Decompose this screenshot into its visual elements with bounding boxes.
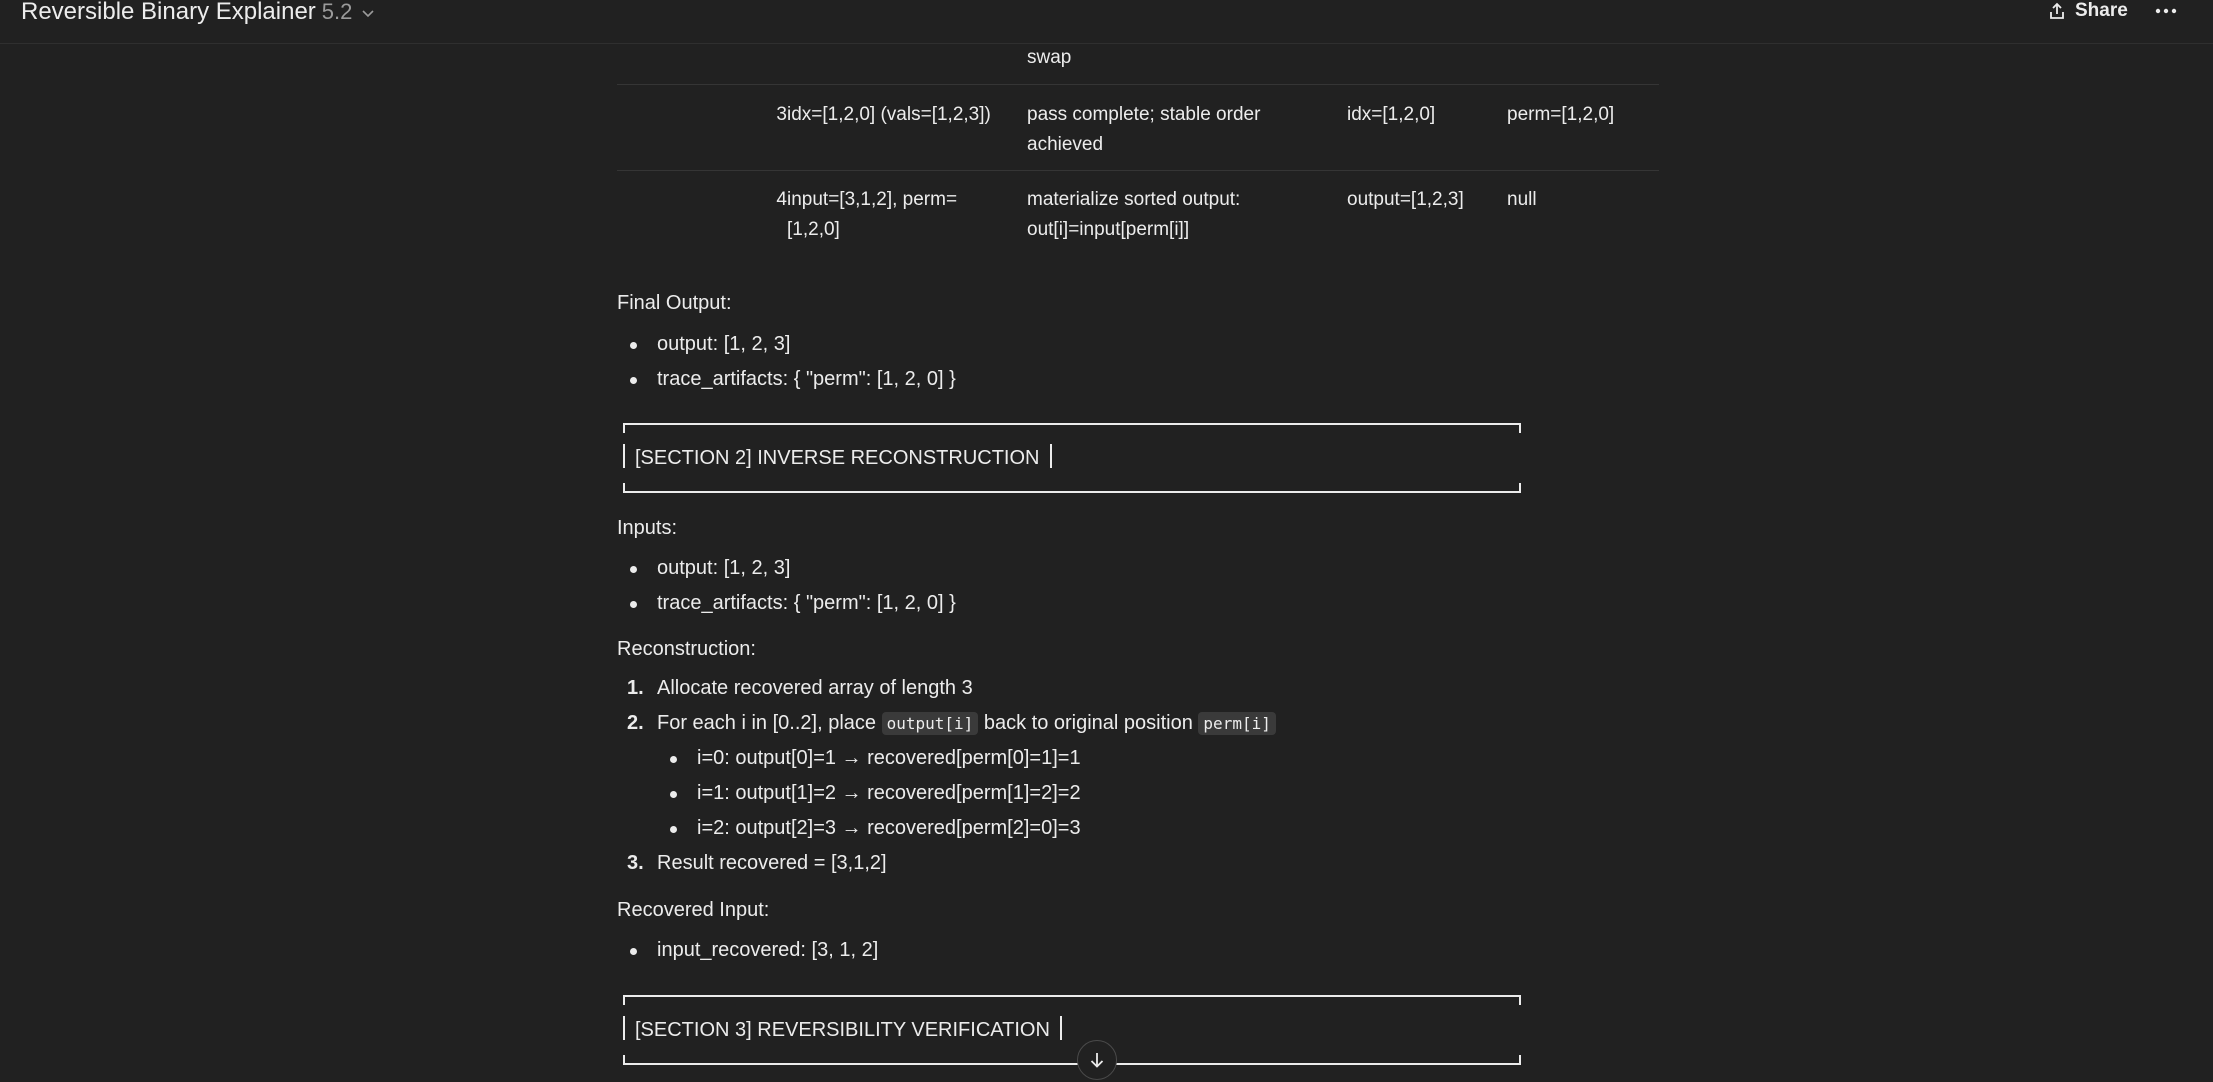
chat-content bbox=[617, 0, 1659, 1082]
scroll-to-bottom-button[interactable] bbox=[1077, 1040, 1117, 1080]
table-cell-state: idx=[1,2,0] bbox=[1347, 104, 1436, 125]
reconstruction-steps bbox=[617, 671, 1276, 881]
list-item: trace_artifacts: { "perm": [1, 2, 0] } bbox=[617, 586, 956, 621]
recovered-heading: Recovered Input: bbox=[617, 899, 770, 921]
table-cell-action: pass complete; stable order bbox=[1027, 104, 1261, 125]
reconstruction-heading: Reconstruction: bbox=[617, 638, 756, 660]
list-item: trace_artifacts: { "perm": [1, 2, 0] } bbox=[617, 362, 956, 397]
list-item: i=1: output[1]=2 → recovered[perm[1]=2]=2 bbox=[617, 776, 1276, 811]
table-cell-artifact: null bbox=[1507, 189, 1537, 210]
reconstruction-substeps bbox=[617, 741, 1276, 846]
table-row bbox=[617, 85, 1659, 171]
list-item: output: [1, 2, 3] bbox=[617, 551, 956, 586]
table-cell-input: idx=[1,2,0] (vals=[1,2,3]) bbox=[787, 104, 991, 125]
inputs-list bbox=[617, 551, 956, 621]
final-output-heading: Final Output: bbox=[617, 292, 732, 314]
list-item: 2. For each i in [0..2], place output[i] back to original position perm[i] i=0: output[0]=1 → recovered[perm[0]=1]=1 i=1: output[1]=2 → recovered[perm[1]=2]=2 i=2: output[2]=3 → recovered[perm[2]=0]=3 bbox=[617, 706, 1276, 846]
table-cell-action: materialize sorted output: bbox=[1027, 189, 1241, 210]
inline-code: output[i] bbox=[882, 712, 979, 735]
inline-code: perm[i] bbox=[1198, 712, 1275, 735]
box-top-border bbox=[623, 995, 1521, 1005]
table-cell-action: achieved bbox=[1027, 134, 1104, 155]
table-cell-state: output=[1,2,3] bbox=[1347, 189, 1464, 210]
recovered-list bbox=[617, 933, 878, 968]
share-label: Share bbox=[2075, 0, 2128, 21]
app-title: Reversible Binary Explainer bbox=[21, 0, 316, 25]
section-3-label: [SECTION 3] REVERSIBILITY VERIFICATION bbox=[623, 1015, 1062, 1045]
app-version: 5.2 bbox=[321, 0, 353, 24]
list-item: i=2: output[2]=3 → recovered[perm[2]=0]=3 bbox=[617, 811, 1276, 846]
table-cell-artifact: perm=[1,2,0] bbox=[1507, 104, 1615, 125]
list-item: 1. Allocate recovered array of length 3 bbox=[627, 677, 973, 699]
more-options-button[interactable] bbox=[2151, 0, 2181, 25]
list-item: 3. Result recovered = [3,1,2] bbox=[627, 852, 887, 874]
share-icon bbox=[2047, 1, 2067, 21]
model-picker[interactable] bbox=[21, 0, 376, 26]
section-2-label: [SECTION 2] INVERSE RECONSTRUCTION bbox=[623, 443, 1052, 473]
box-top-border bbox=[623, 423, 1521, 433]
table-cell-step: 3 bbox=[776, 104, 787, 125]
table-cell-input: input=[3,1,2], perm= bbox=[787, 189, 958, 210]
table-cell-input: [1,2,0] bbox=[787, 219, 840, 240]
table-cell-step: 4 bbox=[776, 189, 787, 210]
arrow-down-icon bbox=[1087, 1050, 1107, 1070]
final-output-list bbox=[617, 327, 956, 397]
table-cell-action: swap bbox=[1027, 47, 1072, 68]
share-button[interactable] bbox=[2047, 0, 2128, 25]
section-2-header bbox=[623, 423, 1521, 493]
table-row bbox=[617, 171, 1659, 255]
table-cell-action: out[i]=input[perm[i]] bbox=[1027, 219, 1190, 240]
inputs-heading: Inputs: bbox=[617, 517, 678, 539]
list-item: i=0: output[0]=1 → recovered[perm[0]=1]=1 bbox=[617, 741, 1276, 776]
box-bottom-border bbox=[623, 483, 1521, 493]
section-3-header bbox=[623, 995, 1521, 1065]
chevron-down-icon bbox=[360, 5, 376, 21]
box-bottom-border bbox=[623, 1055, 1521, 1065]
list-item: input_recovered: [3, 1, 2] bbox=[617, 933, 878, 968]
list-item: output: [1, 2, 3] bbox=[617, 327, 956, 362]
top-bar bbox=[0, 0, 2213, 44]
more-horizontal-icon bbox=[2155, 8, 2177, 14]
